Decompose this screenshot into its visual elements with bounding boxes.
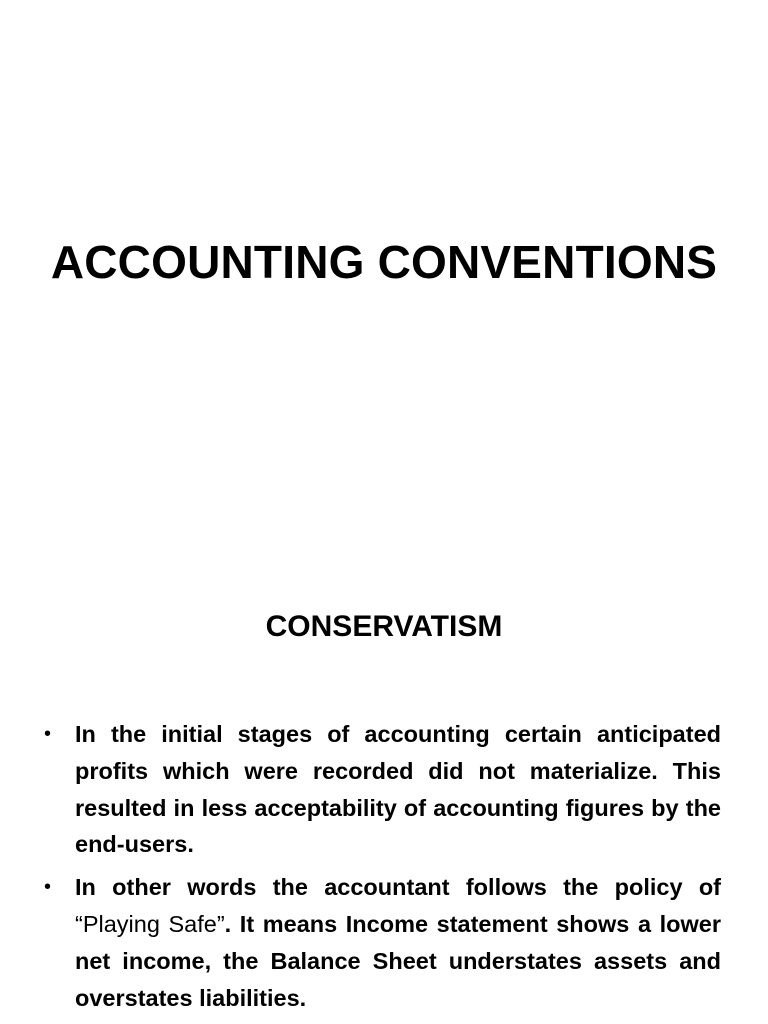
bullet-quoted-phrase: “Playing Safe” [75, 910, 225, 937]
bullet-marker: • [44, 876, 52, 899]
bullet-list [40, 716, 721, 1022]
bullet-item [40, 869, 721, 1016]
bullet-text: In the initial stages of accounting certain anticipated profits which were recorded did not materialize. This resulted in less acceptability of accounting figures by the end-users. [75, 721, 721, 858]
bullet-marker: • [44, 723, 52, 745]
page-title: ACCOUNTING CONVENTIONS [50, 236, 718, 288]
bullet-text-post: . It means Income statement shows a lower net income, the Balance Sheet understates assets and overstates liabilities. [75, 910, 721, 1011]
bullet-item [40, 716, 721, 863]
bullet-text-pre: In other words the accountant follows the policy of [75, 874, 721, 901]
section-heading: CONSERVATISM [265, 610, 503, 643]
